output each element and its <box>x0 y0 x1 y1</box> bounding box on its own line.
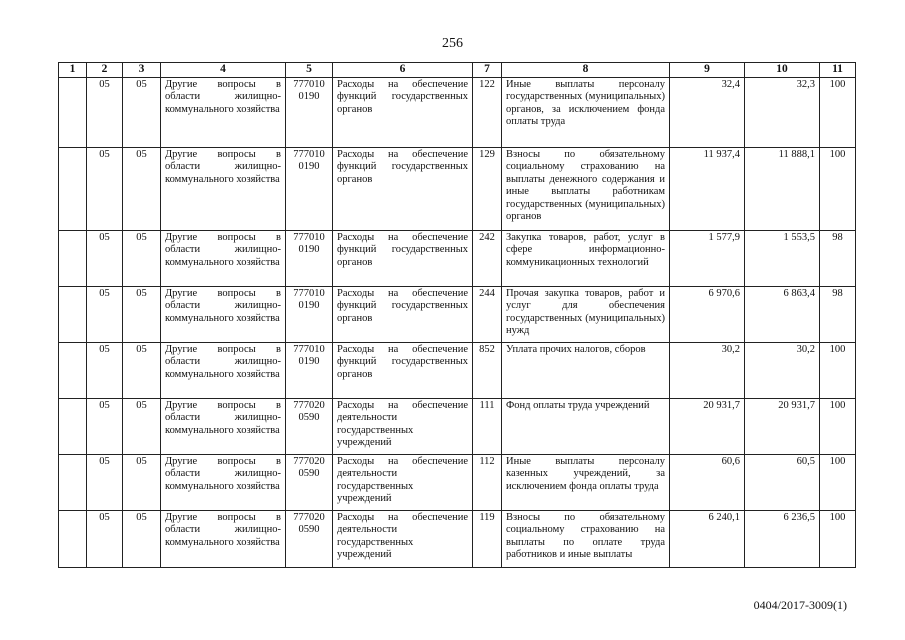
cell-expense-type-name: Закупка товаров, работ, услуг в сфере информационно-коммуникационных технологий <box>502 231 670 287</box>
cell-section: 05 <box>87 231 123 287</box>
table-row <box>59 511 856 568</box>
cell-col1 <box>59 231 87 287</box>
cell-subsection: 05 <box>123 78 161 148</box>
cell-subsection-name: Другие вопросы в области жилищно-коммунального хозяйства <box>161 399 286 455</box>
cell-expense-type: 242 <box>473 231 502 287</box>
cell-col1 <box>59 455 87 511</box>
cell-subsection-name: Другие вопросы в области жилищно-коммунального хозяйства <box>161 287 286 343</box>
cell-expense-type-name: Прочая закупка товаров, работ и услуг для обеспечения государственных (муниципальных) нужд <box>502 287 670 343</box>
cell-subsection: 05 <box>123 399 161 455</box>
cell-planned: 20 931,7 <box>670 399 745 455</box>
cell-subsection: 05 <box>123 455 161 511</box>
cell-col1 <box>59 399 87 455</box>
cell-expense-type: 244 <box>473 287 502 343</box>
cell-expense-type-name: Взносы по обязательному социальному страхованию на выплаты денежного содержания и иные выплаты работникам государственных (муниципальных) органов <box>502 148 670 231</box>
cell-actual: 1 553,5 <box>745 231 820 287</box>
cell-section: 05 <box>87 343 123 399</box>
cell-target-article-name: Расходы на обеспечение функций государственных органов <box>333 343 473 399</box>
cell-target-article-name: Расходы на обеспечение функций государственных органов <box>333 287 473 343</box>
cell-percent: 98 <box>820 231 856 287</box>
cell-actual: 30,2 <box>745 343 820 399</box>
cell-subsection: 05 <box>123 231 161 287</box>
cell-expense-type: 112 <box>473 455 502 511</box>
cell-planned: 6 240,1 <box>670 511 745 568</box>
cell-percent: 100 <box>820 455 856 511</box>
cell-percent: 100 <box>820 148 856 231</box>
cell-target-article: 777010 0190 <box>286 287 333 343</box>
cell-target-article: 777010 0190 <box>286 148 333 231</box>
cell-col1 <box>59 78 87 148</box>
cell-target-article: 777010 0190 <box>286 231 333 287</box>
cell-section: 05 <box>87 399 123 455</box>
cell-section: 05 <box>87 287 123 343</box>
table-row <box>59 148 856 231</box>
cell-actual: 6 236,5 <box>745 511 820 568</box>
cell-expense-type-name: Фонд оплаты труда учреждений <box>502 399 670 455</box>
table-row <box>59 455 856 511</box>
cell-percent: 100 <box>820 511 856 568</box>
budget-table <box>58 62 856 568</box>
cell-subsection: 05 <box>123 343 161 399</box>
cell-target-article: 777010 0190 <box>286 78 333 148</box>
cell-target-article: 777020 0590 <box>286 511 333 568</box>
cell-percent: 100 <box>820 399 856 455</box>
cell-percent: 100 <box>820 343 856 399</box>
cell-target-article-name: Расходы на обеспечение деятельности государственных учреждений <box>333 399 473 455</box>
cell-section: 05 <box>87 148 123 231</box>
cell-target-article-name: Расходы на обеспечение деятельности государственных учреждений <box>333 511 473 568</box>
cell-actual: 32,3 <box>745 78 820 148</box>
cell-expense-type: 111 <box>473 399 502 455</box>
cell-planned: 30,2 <box>670 343 745 399</box>
cell-expense-type-name: Уплата прочих налогов, сборов <box>502 343 670 399</box>
column-header-6: 6 <box>333 63 473 78</box>
cell-planned: 1 577,9 <box>670 231 745 287</box>
cell-planned: 32,4 <box>670 78 745 148</box>
cell-expense-type: 852 <box>473 343 502 399</box>
column-header-3: 3 <box>123 63 161 78</box>
cell-target-article: 777010 0190 <box>286 343 333 399</box>
column-header-1: 1 <box>59 63 87 78</box>
column-header-9: 9 <box>670 63 745 78</box>
cell-subsection-name: Другие вопросы в области жилищно-коммунального хозяйства <box>161 455 286 511</box>
cell-target-article: 777020 0590 <box>286 455 333 511</box>
cell-subsection: 05 <box>123 148 161 231</box>
column-header-2: 2 <box>87 63 123 78</box>
document-id: 0404/2017-3009(1) <box>753 598 847 612</box>
cell-target-article-name: Расходы на обеспечение функций государственных органов <box>333 78 473 148</box>
cell-actual: 6 863,4 <box>745 287 820 343</box>
cell-actual: 11 888,1 <box>745 148 820 231</box>
column-header-4: 4 <box>161 63 286 78</box>
cell-col1 <box>59 287 87 343</box>
cell-expense-type-name: Иные выплаты персоналу казенных учреждений, за исключением фонда оплаты труда <box>502 455 670 511</box>
cell-target-article-name: Расходы на обеспечение деятельности государственных учреждений <box>333 455 473 511</box>
cell-target-article: 777020 0590 <box>286 399 333 455</box>
cell-expense-type-name: Иные выплаты персоналу государственных (муниципальных) органов, за исключением фонда оплаты труда <box>502 78 670 148</box>
cell-actual: 20 931,7 <box>745 399 820 455</box>
cell-col1 <box>59 511 87 568</box>
table-header <box>59 63 856 78</box>
table-row <box>59 231 856 287</box>
cell-percent: 98 <box>820 287 856 343</box>
cell-target-article-name: Расходы на обеспечение функций государственных органов <box>333 231 473 287</box>
cell-subsection: 05 <box>123 287 161 343</box>
column-header-10: 10 <box>745 63 820 78</box>
cell-subsection-name: Другие вопросы в области жилищно-коммунального хозяйства <box>161 148 286 231</box>
cell-planned: 6 970,6 <box>670 287 745 343</box>
cell-actual: 60,5 <box>745 455 820 511</box>
cell-subsection-name: Другие вопросы в области жилищно-коммунального хозяйства <box>161 231 286 287</box>
table-row <box>59 78 856 148</box>
column-header-8: 8 <box>502 63 670 78</box>
cell-subsection: 05 <box>123 511 161 568</box>
cell-section: 05 <box>87 78 123 148</box>
cell-subsection-name: Другие вопросы в области жилищно-коммунального хозяйства <box>161 343 286 399</box>
cell-percent: 100 <box>820 78 856 148</box>
table-row <box>59 399 856 455</box>
table-row <box>59 287 856 343</box>
cell-section: 05 <box>87 511 123 568</box>
column-header-11: 11 <box>820 63 856 78</box>
column-header-7: 7 <box>473 63 502 78</box>
column-header-5: 5 <box>286 63 333 78</box>
cell-expense-type: 129 <box>473 148 502 231</box>
cell-col1 <box>59 343 87 399</box>
page-number: 256 <box>442 36 463 51</box>
cell-subsection-name: Другие вопросы в области жилищно-коммунального хозяйства <box>161 78 286 148</box>
cell-target-article-name: Расходы на обеспечение функций государственных органов <box>333 148 473 231</box>
cell-expense-type: 122 <box>473 78 502 148</box>
cell-subsection-name: Другие вопросы в области жилищно-коммунального хозяйства <box>161 511 286 568</box>
cell-section: 05 <box>87 455 123 511</box>
table-row <box>59 343 856 399</box>
cell-col1 <box>59 148 87 231</box>
cell-planned: 11 937,4 <box>670 148 745 231</box>
header-row <box>59 63 856 78</box>
cell-planned: 60,6 <box>670 455 745 511</box>
cell-expense-type-name: Взносы по обязательному социальному страхованию на выплаты по оплате труда работников и иные выплаты <box>502 511 670 568</box>
cell-expense-type: 119 <box>473 511 502 568</box>
